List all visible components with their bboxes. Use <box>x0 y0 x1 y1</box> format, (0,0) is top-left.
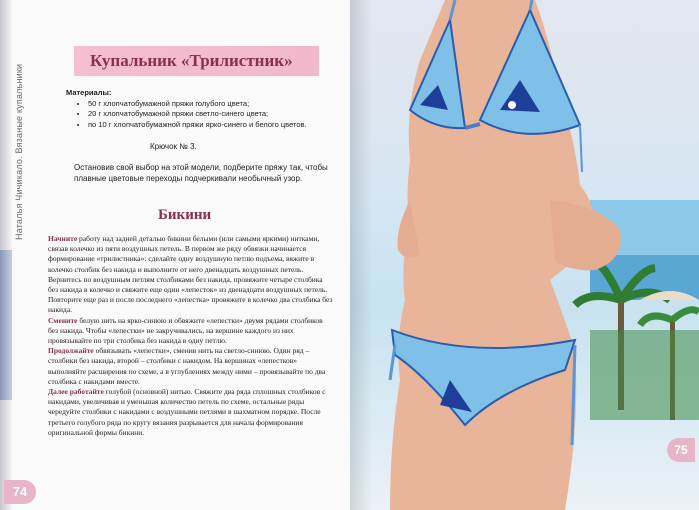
list-item: • 50 г хлопчатобумажной пряжи голубого цвета; <box>88 99 336 110</box>
paragraph <box>48 316 333 347</box>
right-page-photo <box>350 0 699 510</box>
materials-heading: Материалы: <box>66 88 112 97</box>
page-title: Купальник «Трилистник» <box>90 51 293 70</box>
paragraph-text: белую нить на ярко-синюю и обвяжите «лепестки» двумя рядами столбиков без накида. Чтобы «лепестки» не закручивались, на вершине каждого из них провязывайте по три столбика без накида в одну петлю. <box>48 315 323 346</box>
instructions-body <box>48 234 333 438</box>
paragraph-text: обвязывать «лепестки», сменив нить на светло-синюю. Один ряд – столбики без накида, второй – столбики с накидом. На вершинах «лепестков» выполняйте расширения по схеме, а в углублениях между ними – провязывайте по два столбика с накидами вместе. <box>48 346 326 386</box>
paragraph-lead: Смените <box>48 315 78 325</box>
list-item: • по 10 г хлопчатобумажной пряжи ярко-синего и белого цветов. <box>88 120 336 131</box>
paragraph-lead: Далее работайте <box>48 387 104 397</box>
paragraph-lead: Продолжайте <box>48 346 94 356</box>
paragraph <box>48 387 333 438</box>
paragraph-text: голубой (основной) нитью. Свяжите два ряда сплошных столбиков с накидами, увеличивая и уменьшая количество петель по схеме, остальные ряды чередуйте столбики с накидами с воздушными петлями в шахматном порядке. После третьего голубого ряда по кругу вязания разрывается для начала формирования оригинальной формы бикини. <box>48 387 326 437</box>
section-heading: Бикини <box>158 207 212 223</box>
side-author-text: Наталья Чичикало. Вязаные купальники <box>14 63 24 240</box>
page-number-left: 74 <box>4 480 36 504</box>
materials-list <box>66 99 336 131</box>
materials-block <box>66 88 336 130</box>
decorative-bottle-image <box>0 250 12 400</box>
hook-size: Крючок № 3. <box>150 142 197 151</box>
paragraph-text: работу над задней деталью бикини белыми (или самыми яркими) нитками, связав колечко из пяти воздушных петель. В первом же ряду обвязки начинается формирование «трилистника»: сделайте одну воздушную петлю подъема, вяжите в колечко столбик без накида и выполните от него двенадцать воздушных петель. Вернитесь по воздушным петлям столбиками без накида, провяжите четыре столбика без накида в колечко и свяжите еще один «лепесток» из двенадцати воздушных петель. Повторите еще раз и после последнего «лепестка» провяжите в колечко два столбика без накида. <box>48 234 333 315</box>
paragraph <box>48 234 333 316</box>
page-gutter-shadow <box>350 0 372 510</box>
list-item: • 20 г хлопчатобумажной пряжи светло-синего цвета; <box>88 109 336 120</box>
page-number-right: 75 <box>667 438 695 462</box>
paragraph <box>48 346 333 387</box>
paragraph-lead: Начните <box>48 234 78 243</box>
intro-text: Остановив свой выбор на этой модели, подберите пряжу так, чтобы плавные цветовые переходы подчеркивали необычный узор. <box>74 163 328 183</box>
model-photo <box>350 0 699 510</box>
